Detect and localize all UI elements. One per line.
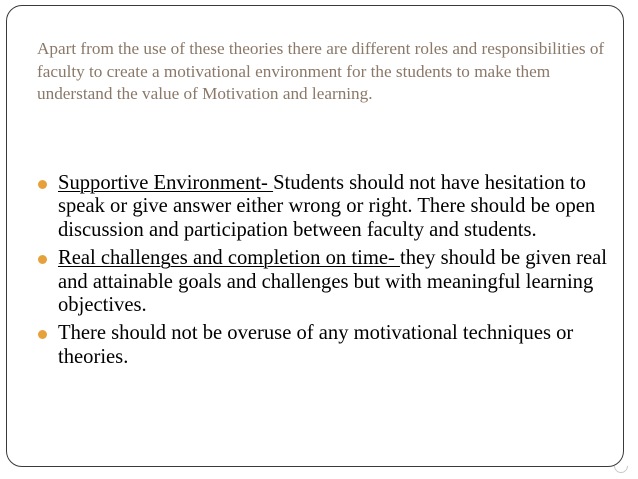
bullet-text: Students should not have hesitation to speak or give answer either wrong or right. There should be open discussion and participation between faculty and students. <box>58 172 596 241</box>
bullet-text: There should not be overuse of any motivational techniques or theories. <box>58 322 574 368</box>
bullet-heading: Supportive Environment- <box>58 172 274 194</box>
bullet-item-overuse <box>37 322 612 369</box>
bullet-text: they should be given real and attainable goals and challenges but with meaningful learning objectives. <box>58 247 608 317</box>
bullet-dot-icon <box>38 255 47 264</box>
bullet-dot-icon <box>38 330 47 339</box>
bullet-list <box>37 172 612 374</box>
bullet-heading: Real challenges and completion on time- <box>58 247 400 270</box>
intro-paragraph: Apart from the use of these theories there are different roles and responsibilities of faculty to create a motivational environment for the students to make them understand the value of Motivation and learning. <box>37 39 605 104</box>
bullet-item-supportive-environment <box>37 172 612 242</box>
bullet-item-real-challenges <box>37 247 612 317</box>
bullet-dot-icon <box>38 180 47 189</box>
